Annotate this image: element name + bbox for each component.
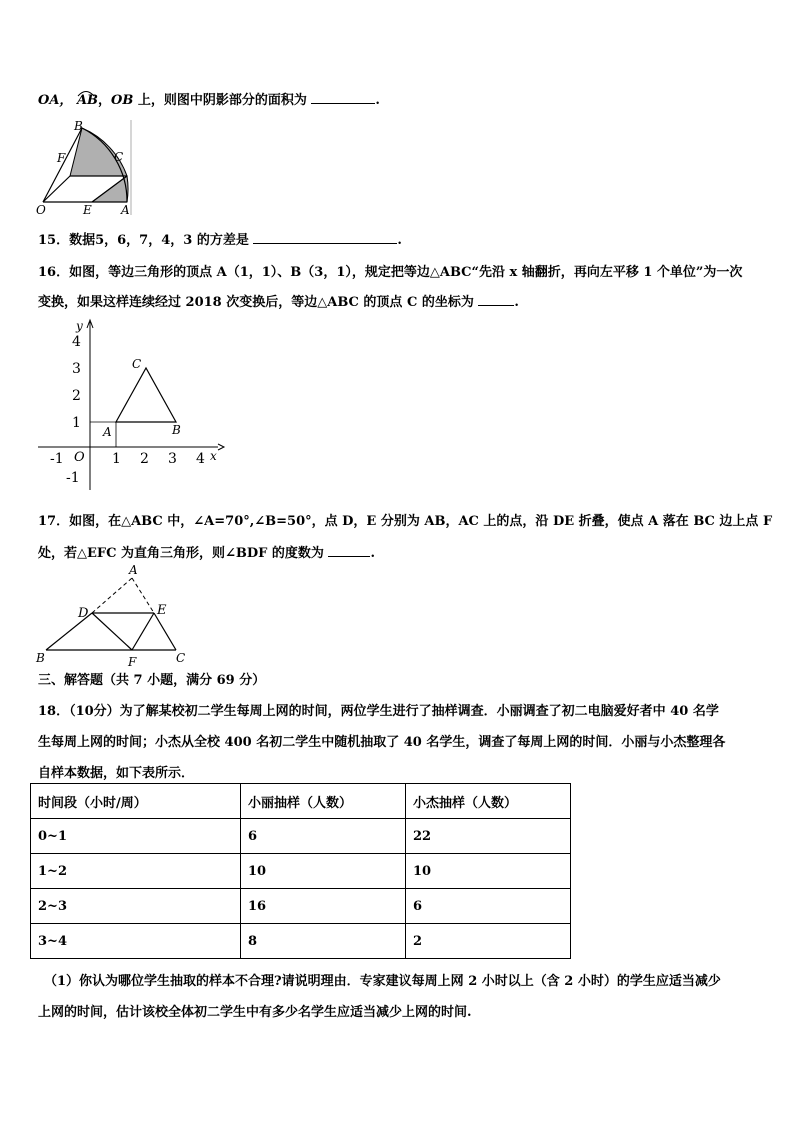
table-row	[31, 924, 571, 959]
origin-label: O	[74, 450, 85, 465]
table-cell: 6	[406, 889, 571, 924]
x-tick-label: 4	[196, 451, 205, 467]
label-b: B	[74, 119, 83, 133]
label-o: O	[36, 203, 46, 217]
q14-arc-ab: AB	[77, 93, 98, 108]
q16-line1: 16．如图，等边三角形的顶点 A（1，1）、B（3，1），规定把等边△ABC“先沿 x 轴翻折，再向左平移 1 个单位”为一次	[38, 265, 743, 280]
q16-line2: 变换，如果这样连续经过 2018 次变换后，等边△ABC 的顶点 C 的坐标为 .	[38, 295, 519, 310]
table-cell: 8	[241, 924, 406, 959]
y-tick-label: 1	[72, 415, 81, 431]
q15-text: 15．数据5，6，7，4，3 的方差是 .	[38, 233, 402, 248]
table-cell: 6	[241, 819, 406, 854]
figure-14	[30, 118, 140, 218]
table-header-row	[31, 784, 571, 819]
q14-text: OA， AB，OB 上，则图中阴影部分的面积为 .	[38, 89, 380, 108]
table-header-cell: 小丽抽样（人数）	[241, 784, 406, 819]
figure-17	[30, 560, 200, 668]
answer-blank-17	[328, 544, 370, 557]
triangle-abc	[116, 368, 176, 422]
section-title: 三、解答题（共 7 小题，满分 69 分）	[38, 673, 266, 688]
answer-blank-15	[253, 231, 397, 244]
table-cell: 1~2	[31, 854, 241, 889]
table-cell: 3~4	[31, 924, 241, 959]
q14-ob: OB	[111, 93, 134, 108]
point-c-label: C	[132, 357, 142, 371]
table-cell: 10	[406, 854, 571, 889]
q18-line1: 18．（10分）为了解某校初二学生每周上网的时间，两位学生进行了抽样调查．小丽调查了初二电脑爱好者中 40 名学	[38, 704, 719, 719]
table-cell: 10	[241, 854, 406, 889]
table-cell: 2	[406, 924, 571, 959]
table-cell: 0~1	[31, 819, 241, 854]
table-row	[31, 889, 571, 924]
label-c: C	[176, 651, 186, 665]
table-row	[31, 819, 571, 854]
arc-symbol-icon	[77, 89, 95, 97]
q18-part1-line2: 上网的时间，估计该校全体初二学生中有多少名学生应适当减少上网的时间.	[38, 1005, 472, 1020]
answer-blank-14	[311, 91, 375, 104]
label-b: B	[36, 651, 45, 665]
point-b-label: B	[172, 423, 181, 437]
table-cell: 16	[241, 889, 406, 924]
x-tick-label: 3	[168, 451, 177, 467]
y-tick-label: -1	[66, 470, 80, 486]
q17-line2: 处，若△EFC 为直角三角形，则∠BDF 的度数为 .	[38, 546, 375, 561]
data-table	[30, 783, 571, 959]
q14-oa: OA，	[38, 93, 73, 108]
label-d: D	[78, 606, 89, 621]
y-tick-label: 2	[72, 388, 81, 404]
label-a: A	[121, 203, 130, 217]
q17-line1: 17．如图，在△ABC 中，∠A=70°,∠B=50°，点 D，E 分别为 AB，AC 上的点，沿 DE 折叠，使点 A 落在 BC 边上点 F	[38, 514, 773, 529]
q18-line2: 生每周上网的时间；小杰从全校 400 名初二学生中随机抽取了 40 名学生，调查了每周上网的时间．小丽与小杰整理各	[38, 735, 726, 750]
point-a-label: A	[103, 425, 112, 439]
label-f: F	[57, 151, 66, 165]
q18-line3: 自样本数据，如下表所示．	[38, 766, 195, 781]
label-e: E	[83, 203, 92, 217]
table-cell: 22	[406, 819, 571, 854]
q18-part1-line1: （1）你认为哪位学生抽取的样本不合理?请说明理由．专家建议每周上网 2 小时以上（含 2 小时）的学生应适当减少	[44, 974, 721, 989]
y-tick-label: 4	[72, 334, 81, 350]
label-e: E	[157, 603, 167, 618]
table-row	[31, 854, 571, 889]
label-a: A	[129, 563, 138, 577]
x-tick-label: 2	[140, 451, 149, 467]
x-tick-label: -1	[50, 451, 64, 467]
label-f: F	[128, 655, 137, 668]
y-axis-label: y	[76, 319, 83, 333]
y-tick-label: 3	[72, 361, 81, 377]
table-header-cell: 小杰抽样（人数）	[406, 784, 571, 819]
x-axis-label: x	[210, 449, 217, 463]
figure-16	[30, 316, 230, 496]
x-tick-label: 1	[112, 451, 121, 467]
table-header-cell: 时间段（小时/周）	[31, 784, 241, 819]
answer-blank-16	[478, 293, 514, 306]
label-c: C	[114, 150, 124, 164]
table-cell: 2~3	[31, 889, 241, 924]
